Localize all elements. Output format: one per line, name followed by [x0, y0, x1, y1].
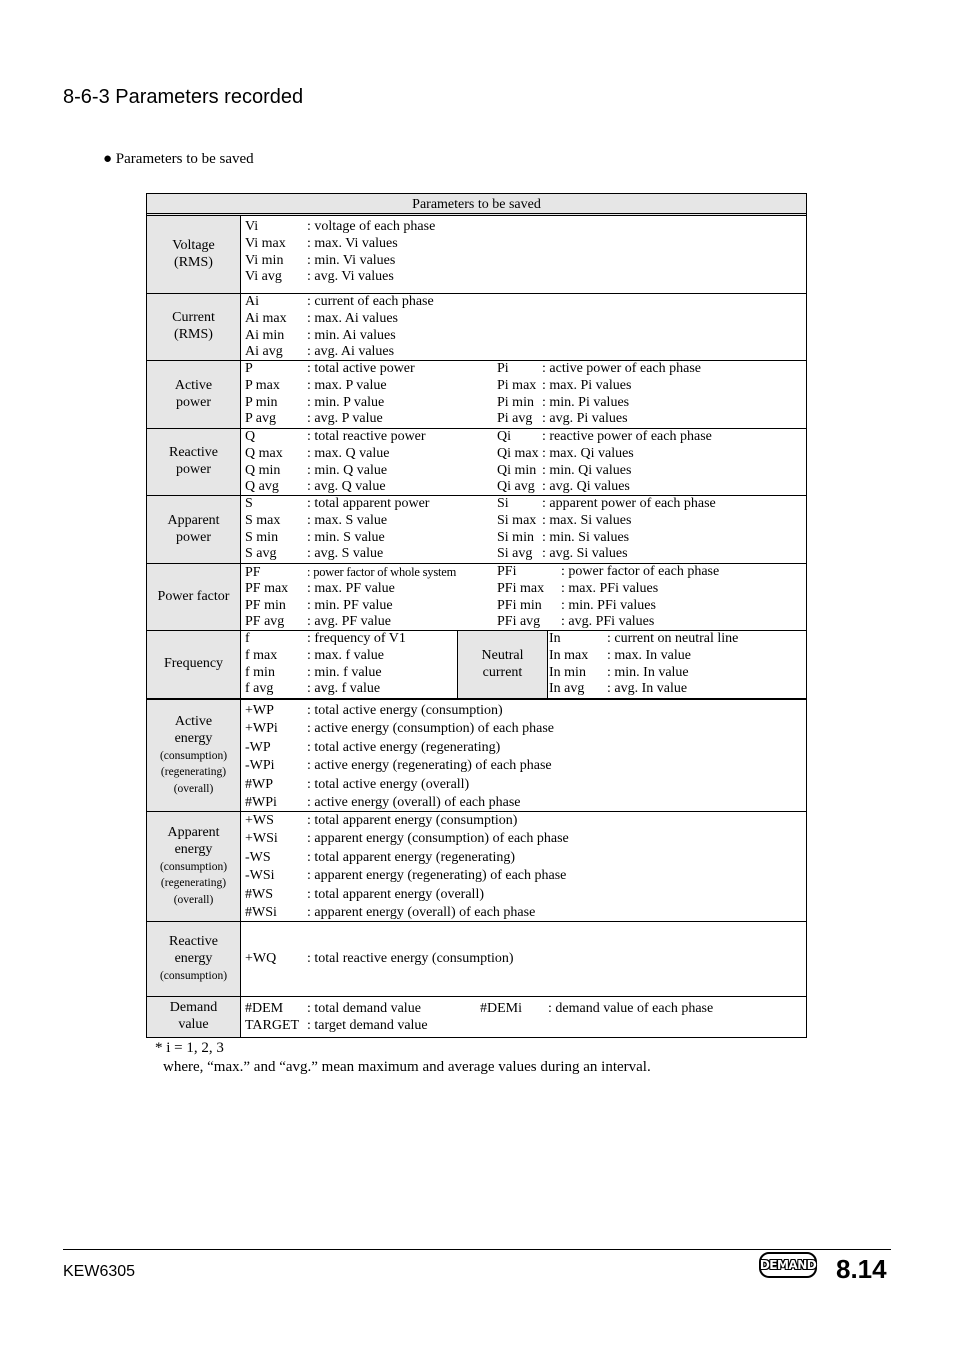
param-key: +WPi	[245, 721, 278, 737]
param-list-left	[245, 361, 415, 428]
param-desc: : total active energy (regenerating)	[307, 739, 501, 755]
param-desc: : current on neutral line	[607, 631, 739, 646]
param-desc: : avg. Ai values	[307, 344, 395, 360]
row-label	[147, 294, 241, 360]
param-key: #WS	[245, 886, 273, 902]
footnote	[155, 1039, 651, 1077]
label-line: Reactive	[169, 933, 218, 949]
param-key: Si min	[497, 529, 534, 545]
footer-model: KEW6305	[63, 1263, 136, 1280]
param-key: Q min	[245, 462, 281, 478]
param-key: #DEMi	[480, 1001, 522, 1016]
label-line: (RMS)	[174, 327, 213, 342]
row-label	[147, 496, 241, 563]
param-desc: : demand value of each phase	[548, 1001, 714, 1016]
label-line: Current	[172, 310, 215, 326]
param-key: -WPi	[245, 758, 275, 774]
label-line: Apparent	[167, 824, 220, 840]
param-list-left	[245, 429, 426, 496]
row-label	[147, 429, 241, 495]
row-frequency	[147, 631, 806, 700]
row-label	[147, 564, 241, 630]
label-line: Apparent	[167, 512, 220, 528]
param-key: Ai min	[245, 327, 285, 343]
label-line: (overall)	[173, 782, 214, 795]
param-desc: : avg. Si values	[542, 546, 628, 562]
label-line: (consumption)	[159, 860, 228, 873]
param-list	[245, 1001, 428, 1035]
param-desc: : active energy (consumption) of each phase	[307, 721, 554, 737]
row-label	[147, 700, 241, 811]
label-line: (consumption)	[159, 969, 228, 982]
param-key: +WQ	[245, 951, 277, 966]
row-label	[147, 997, 241, 1037]
label-line: Voltage	[172, 237, 215, 253]
row-active-power	[147, 361, 806, 429]
param-key: Vi max	[245, 235, 286, 251]
param-desc: : min. Pi values	[542, 394, 630, 410]
param-key: P	[245, 361, 253, 376]
param-desc: : apparent energy (regenerating) of each phase	[307, 868, 567, 884]
param-desc: : total reactive energy (consumption)	[307, 951, 514, 966]
param-key: Si avg	[497, 546, 533, 562]
label-line: Power factor	[157, 588, 230, 604]
param-desc: : power factor of each phase	[561, 564, 720, 579]
param-key: PF min	[245, 597, 286, 613]
param-desc: : total apparent energy (consumption)	[307, 813, 518, 828]
param-desc: : max. Si values	[542, 512, 632, 528]
param-desc: : max. Qi values	[542, 445, 634, 461]
param-key: Qi max	[497, 445, 539, 461]
param-desc: : min. Vi values	[307, 252, 396, 268]
param-key: Qi	[497, 429, 511, 444]
parameters-table	[146, 193, 807, 1038]
label-line: power	[176, 394, 211, 410]
param-desc: : min. f value	[307, 664, 382, 680]
row-power-factor	[147, 564, 806, 631]
param-desc: : min. In value	[607, 664, 689, 680]
param-desc: : apparent power of each phase	[542, 496, 716, 511]
label-line: (regenerating)	[160, 877, 227, 890]
param-desc: : target demand value	[307, 1017, 428, 1033]
param-key: Qi min	[497, 462, 537, 478]
param-key: f	[245, 631, 250, 646]
param-list-left	[245, 496, 429, 563]
param-key: PFi	[497, 564, 517, 579]
param-list	[245, 294, 434, 361]
footnote-index: * i = 1, 2, 3	[155, 1040, 224, 1056]
row-apparent-energy	[147, 812, 806, 922]
param-key: #WPi	[245, 794, 277, 810]
param-desc: : active energy (regenerating) of each phase	[307, 758, 552, 774]
bullet-heading: ● Parameters to be saved	[103, 151, 254, 167]
param-list	[245, 951, 514, 968]
param-list	[245, 631, 406, 698]
param-key: Vi avg	[245, 269, 282, 285]
badge-label: DEMAND	[759, 1258, 817, 1272]
param-desc: : total apparent energy (overall)	[307, 886, 484, 902]
footer-divider	[63, 1249, 891, 1250]
param-key: PF	[245, 565, 261, 580]
label-line: energy	[174, 841, 213, 857]
param-list-right	[497, 496, 716, 563]
param-desc: : avg. In value	[607, 681, 688, 697]
param-key: PF max	[245, 580, 289, 596]
param-key: +WSi	[245, 831, 278, 847]
row-label	[147, 812, 241, 921]
footnote-text: where, “max.” and “avg.” mean maximum and average values during an interval.	[163, 1059, 651, 1075]
param-key: f max	[245, 647, 278, 663]
row-voltage	[147, 216, 806, 294]
param-key: #WSi	[245, 904, 277, 920]
param-key: #DEM	[245, 1001, 284, 1016]
param-list	[245, 702, 554, 812]
label-line: power	[176, 529, 211, 545]
param-key: +WP	[245, 703, 274, 718]
label-line: (RMS)	[174, 254, 213, 270]
param-key: Pi max	[497, 377, 537, 393]
param-desc: : max. Pi values	[542, 377, 632, 393]
label-line: (overall)	[173, 893, 214, 906]
param-desc: : avg. PFi values	[561, 614, 655, 630]
label-line: current	[482, 664, 523, 680]
label-line: (consumption)	[159, 749, 228, 762]
param-desc: : max. PFi values	[561, 580, 659, 596]
row-active-energy	[147, 700, 806, 812]
param-desc: : max. P value	[307, 377, 387, 393]
param-desc: : max. Q value	[307, 445, 390, 461]
param-desc: : max. In value	[607, 647, 691, 663]
param-key: S avg	[245, 546, 277, 562]
param-desc: : max. Ai values	[307, 310, 398, 326]
row-apparent-power	[147, 496, 806, 564]
param-desc: : voltage of each phase	[307, 219, 436, 234]
param-desc: : total apparent power	[307, 496, 430, 511]
param-desc: : max. Vi values	[307, 235, 398, 251]
param-list	[245, 219, 435, 286]
param-key: Qi avg	[497, 479, 535, 495]
param-key: Q avg	[245, 479, 279, 495]
row-label	[147, 922, 241, 996]
param-desc: : avg. S value	[307, 546, 384, 562]
param-desc: : max. PF value	[307, 580, 395, 596]
param-desc: : avg. Pi values	[542, 411, 628, 427]
param-key: Si max	[497, 512, 537, 528]
row-label	[147, 216, 241, 293]
param-desc: : active energy (overall) of each phase	[307, 794, 521, 810]
param-key: PFi min	[497, 597, 542, 613]
param-desc: : min. Qi values	[542, 462, 632, 478]
row-reactive-energy	[147, 922, 806, 997]
param-desc: : min. S value	[307, 529, 385, 545]
param-desc: : avg. f value	[307, 681, 381, 697]
param-key: Ai	[245, 294, 259, 309]
param-desc: : avg. PF value	[307, 614, 391, 630]
param-list-left	[245, 564, 456, 631]
param-key: PFi max	[497, 580, 545, 596]
param-desc: : current of each phase	[307, 294, 434, 309]
row-label	[147, 631, 241, 698]
neutral-param-list	[549, 631, 738, 698]
param-key: TARGET	[245, 1017, 300, 1033]
param-key: -WS	[245, 849, 271, 865]
label-line: energy	[174, 950, 213, 966]
param-list-right	[497, 361, 701, 428]
param-desc: : max. S value	[307, 512, 388, 528]
param-desc: : apparent energy (consumption) of each phase	[307, 831, 569, 847]
param-key: In	[549, 631, 561, 646]
param-list-right	[497, 564, 719, 631]
param-desc: : max. f value	[307, 647, 384, 663]
row-current	[147, 294, 806, 361]
param-desc: : min. P value	[307, 394, 385, 410]
param-key: S max	[245, 512, 281, 528]
label-line: Reactive	[169, 445, 218, 461]
param-key: S min	[245, 529, 279, 545]
param-key: Si	[497, 496, 509, 511]
label-line: Neutral	[481, 647, 524, 663]
label-line: (regenerating)	[160, 766, 227, 779]
row-demand	[147, 997, 806, 1037]
param-desc: : total apparent energy (regenerating)	[307, 849, 516, 865]
param-key: In min	[549, 664, 586, 680]
param-key: In max	[549, 647, 589, 663]
param-key: f avg	[245, 681, 274, 697]
param-desc: : min. Q value	[307, 462, 388, 478]
param-key: +WS	[245, 813, 274, 828]
page-number: 8.14	[836, 1254, 887, 1284]
section-title: 8-6-3 Parameters recorded	[63, 86, 304, 108]
neutral-current-label	[457, 631, 548, 698]
param-key: -WP	[245, 739, 271, 755]
label-line: Active	[174, 377, 213, 393]
param-desc: : apparent energy (overall) of each phase	[307, 904, 536, 920]
param-desc: : frequency of V1	[307, 631, 406, 646]
param-key: Pi	[497, 361, 509, 376]
param-list-right	[480, 1001, 713, 1018]
param-key: S	[245, 496, 253, 511]
label-line: value	[178, 1017, 209, 1032]
demand-badge-icon	[759, 1252, 817, 1278]
param-desc: : avg. Q value	[307, 479, 386, 495]
param-desc: : avg. P value	[307, 411, 383, 427]
param-key: Ai max	[245, 310, 287, 326]
param-key: Pi min	[497, 394, 534, 410]
param-key: P min	[245, 394, 278, 410]
param-key: Vi	[245, 219, 259, 234]
param-key: In avg	[549, 681, 585, 697]
param-desc: : active power of each phase	[542, 361, 701, 376]
param-key: PF avg	[245, 614, 285, 630]
param-key: Ai avg	[245, 344, 283, 360]
param-desc: : total demand value	[307, 1001, 421, 1016]
param-desc: : reactive power of each phase	[542, 429, 712, 444]
param-key: -WSi	[245, 868, 275, 884]
param-key: PFi avg	[497, 614, 541, 630]
param-list	[245, 812, 569, 922]
label-line: energy	[174, 730, 213, 746]
param-key: Q	[245, 429, 256, 444]
label-line: Demand	[169, 1000, 218, 1016]
param-key: Q max	[245, 445, 283, 461]
label-line: Active	[174, 713, 213, 729]
param-desc: : total reactive power	[307, 429, 426, 444]
param-desc: : total active energy (consumption)	[307, 703, 503, 718]
param-desc: : avg. Qi values	[542, 479, 630, 495]
param-desc: : min. PFi values	[561, 597, 656, 613]
param-key: Pi avg	[497, 411, 533, 427]
param-desc: : power factor of whole system	[307, 565, 457, 579]
param-key: P avg	[245, 411, 276, 427]
table-header: Parameters to be saved	[147, 194, 806, 216]
param-key: f min	[245, 664, 275, 680]
param-desc: : min. PF value	[307, 597, 393, 613]
label-line: power	[176, 462, 211, 477]
row-reactive-power	[147, 429, 806, 496]
label-line: Frequency	[163, 656, 224, 672]
param-key: #WP	[245, 776, 273, 792]
param-desc: : min. Ai values	[307, 327, 396, 343]
param-desc: : avg. Vi values	[307, 269, 394, 285]
param-key: P max	[245, 377, 280, 393]
param-desc: : min. Si values	[542, 529, 630, 545]
param-list-right	[497, 429, 712, 496]
param-key: Vi min	[245, 252, 284, 268]
param-desc: : total active energy (overall)	[307, 776, 470, 792]
param-desc: : total active power	[307, 361, 415, 376]
row-label	[147, 361, 241, 428]
